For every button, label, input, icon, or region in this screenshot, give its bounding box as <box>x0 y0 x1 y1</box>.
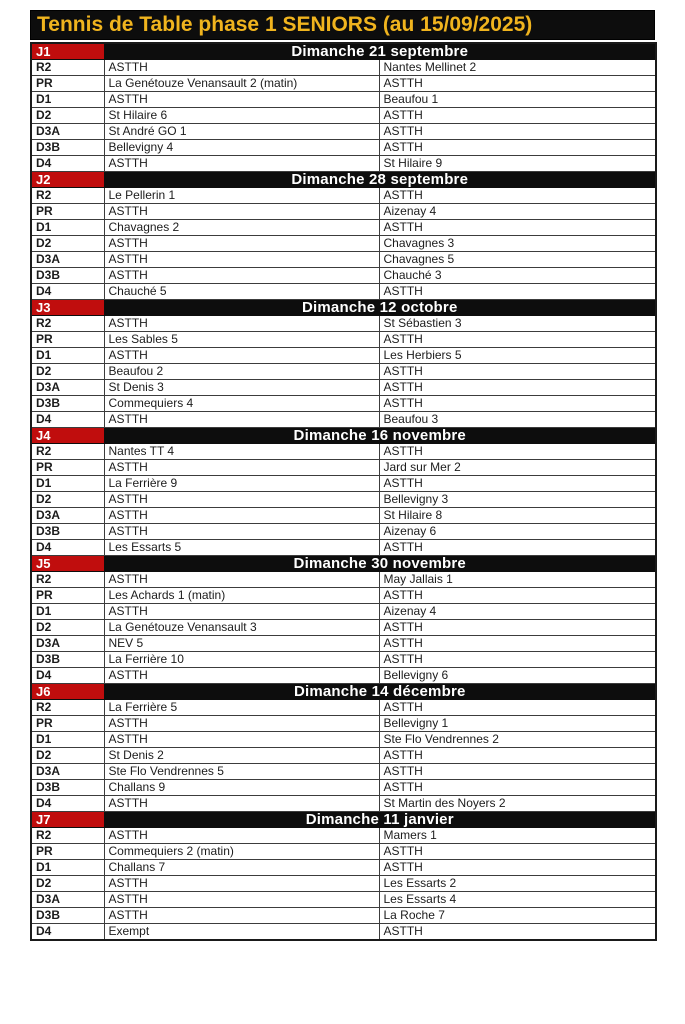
division-label: D3B <box>31 140 104 156</box>
home-team: ASTTH <box>104 572 379 588</box>
match-row <box>31 908 656 924</box>
division-label: D2 <box>31 364 104 380</box>
away-team: ASTTH <box>379 924 656 941</box>
home-team: ASTTH <box>104 668 379 684</box>
home-team: Les Sables 5 <box>104 332 379 348</box>
match-row <box>31 92 656 108</box>
home-team: Commequiers 2 (matin) <box>104 844 379 860</box>
division-label: PR <box>31 588 104 604</box>
matchday-header-row <box>31 684 656 700</box>
away-team: Nantes Mellinet 2 <box>379 60 656 76</box>
division-label: R2 <box>31 188 104 204</box>
home-team: Ste Flo Vendrennes 5 <box>104 764 379 780</box>
home-team: ASTTH <box>104 412 379 428</box>
home-team: La Genétouze Venansault 3 <box>104 620 379 636</box>
away-team: May Jallais 1 <box>379 572 656 588</box>
division-label: D4 <box>31 924 104 941</box>
division-label: D2 <box>31 748 104 764</box>
away-team: ASTTH <box>379 764 656 780</box>
division-label: D2 <box>31 108 104 124</box>
away-team: St Hilaire 8 <box>379 508 656 524</box>
match-row <box>31 892 656 908</box>
division-label: D3B <box>31 524 104 540</box>
away-team: ASTTH <box>379 188 656 204</box>
match-row <box>31 844 656 860</box>
match-row <box>31 620 656 636</box>
away-team: Bellevigny 1 <box>379 716 656 732</box>
away-team: ASTTH <box>379 588 656 604</box>
round-label: J3 <box>31 300 104 316</box>
away-team: Les Essarts 2 <box>379 876 656 892</box>
matchday-date: Dimanche 12 octobre <box>104 300 656 316</box>
round-label: J4 <box>31 428 104 444</box>
away-team: Aizenay 4 <box>379 604 656 620</box>
home-team: Le Pellerin 1 <box>104 188 379 204</box>
match-row <box>31 396 656 412</box>
division-label: D3B <box>31 908 104 924</box>
division-label: D2 <box>31 236 104 252</box>
home-team: Chauché 5 <box>104 284 379 300</box>
home-team: ASTTH <box>104 316 379 332</box>
away-team: Aizenay 6 <box>379 524 656 540</box>
round-label: J6 <box>31 684 104 700</box>
round-label: J5 <box>31 556 104 572</box>
schedule-body <box>31 43 656 940</box>
match-row <box>31 444 656 460</box>
away-team: ASTTH <box>379 332 656 348</box>
home-team: ASTTH <box>104 60 379 76</box>
home-team: St Denis 2 <box>104 748 379 764</box>
matchday-date: Dimanche 11 janvier <box>104 812 656 828</box>
home-team: ASTTH <box>104 892 379 908</box>
home-team: ASTTH <box>104 908 379 924</box>
match-row <box>31 652 656 668</box>
away-team: ASTTH <box>379 476 656 492</box>
match-row <box>31 204 656 220</box>
home-team: La Ferrière 5 <box>104 700 379 716</box>
match-row <box>31 572 656 588</box>
division-label: D1 <box>31 220 104 236</box>
home-team: ASTTH <box>104 252 379 268</box>
home-team: St André GO 1 <box>104 124 379 140</box>
away-team: ASTTH <box>379 76 656 92</box>
match-row <box>31 348 656 364</box>
matchday-header-row <box>31 300 656 316</box>
home-team: Commequiers 4 <box>104 396 379 412</box>
away-team: St Martin des Noyers 2 <box>379 796 656 812</box>
matchday-date: Dimanche 28 septembre <box>104 172 656 188</box>
home-team: Challans 7 <box>104 860 379 876</box>
match-row <box>31 860 656 876</box>
division-label: D3B <box>31 268 104 284</box>
away-team: Beaufou 3 <box>379 412 656 428</box>
home-team: ASTTH <box>104 796 379 812</box>
away-team: ASTTH <box>379 860 656 876</box>
match-row <box>31 636 656 652</box>
away-team: ASTTH <box>379 284 656 300</box>
home-team: ASTTH <box>104 876 379 892</box>
division-label: D2 <box>31 876 104 892</box>
division-label: D1 <box>31 604 104 620</box>
division-label: D3A <box>31 252 104 268</box>
schedule-table <box>30 42 657 941</box>
away-team: ASTTH <box>379 620 656 636</box>
match-row <box>31 508 656 524</box>
division-label: D4 <box>31 668 104 684</box>
away-team: Ste Flo Vendrennes 2 <box>379 732 656 748</box>
match-row <box>31 380 656 396</box>
division-label: D3B <box>31 780 104 796</box>
away-team: Chavagnes 5 <box>379 252 656 268</box>
division-label: PR <box>31 332 104 348</box>
match-row <box>31 124 656 140</box>
matchday-header-row <box>31 556 656 572</box>
matchday-date: Dimanche 30 novembre <box>104 556 656 572</box>
home-team: La Genétouze Venansault 2 (matin) <box>104 76 379 92</box>
match-row <box>31 748 656 764</box>
home-team: La Ferrière 9 <box>104 476 379 492</box>
home-team: ASTTH <box>104 348 379 364</box>
match-row <box>31 716 656 732</box>
away-team: Chavagnes 3 <box>379 236 656 252</box>
division-label: D3B <box>31 652 104 668</box>
match-row <box>31 604 656 620</box>
match-row <box>31 108 656 124</box>
division-label: D4 <box>31 284 104 300</box>
match-row <box>31 588 656 604</box>
home-team: ASTTH <box>104 236 379 252</box>
division-label: D1 <box>31 476 104 492</box>
division-label: R2 <box>31 316 104 332</box>
home-team: ASTTH <box>104 156 379 172</box>
home-team: Exempt <box>104 924 379 941</box>
home-team: Challans 9 <box>104 780 379 796</box>
division-label: R2 <box>31 444 104 460</box>
match-row <box>31 60 656 76</box>
division-label: D3B <box>31 396 104 412</box>
division-label: D3A <box>31 892 104 908</box>
home-team: St Hilaire 6 <box>104 108 379 124</box>
division-label: R2 <box>31 60 104 76</box>
round-label: J1 <box>31 43 104 60</box>
division-label: D3A <box>31 380 104 396</box>
away-team: ASTTH <box>379 396 656 412</box>
match-row <box>31 156 656 172</box>
match-row <box>31 764 656 780</box>
home-team: ASTTH <box>104 828 379 844</box>
division-label: D3A <box>31 124 104 140</box>
division-label: R2 <box>31 572 104 588</box>
match-row <box>31 268 656 284</box>
home-team: ASTTH <box>104 604 379 620</box>
away-team: St Sébastien 3 <box>379 316 656 332</box>
division-label: R2 <box>31 828 104 844</box>
match-row <box>31 236 656 252</box>
division-label: R2 <box>31 700 104 716</box>
division-label: D4 <box>31 156 104 172</box>
away-team: ASTTH <box>379 652 656 668</box>
home-team: Les Achards 1 (matin) <box>104 588 379 604</box>
division-label: D1 <box>31 732 104 748</box>
match-row <box>31 252 656 268</box>
match-row <box>31 876 656 892</box>
match-row <box>31 492 656 508</box>
home-team: ASTTH <box>104 460 379 476</box>
away-team: ASTTH <box>379 844 656 860</box>
round-label: J7 <box>31 812 104 828</box>
away-team: Chauché 3 <box>379 268 656 284</box>
home-team: ASTTH <box>104 716 379 732</box>
away-team: ASTTH <box>379 444 656 460</box>
division-label: D4 <box>31 796 104 812</box>
matchday-header-row <box>31 172 656 188</box>
division-label: D1 <box>31 92 104 108</box>
division-label: PR <box>31 204 104 220</box>
match-row <box>31 476 656 492</box>
away-team: St Hilaire 9 <box>379 156 656 172</box>
match-row <box>31 924 656 941</box>
away-team: ASTTH <box>379 780 656 796</box>
away-team: Bellevigny 6 <box>379 668 656 684</box>
matchday-date: Dimanche 16 novembre <box>104 428 656 444</box>
match-row <box>31 76 656 92</box>
matchday-header-row <box>31 43 656 60</box>
away-team: Les Essarts 4 <box>379 892 656 908</box>
home-team: ASTTH <box>104 732 379 748</box>
away-team: La Roche 7 <box>379 908 656 924</box>
division-label: PR <box>31 460 104 476</box>
away-team: ASTTH <box>379 124 656 140</box>
home-team: ASTTH <box>104 524 379 540</box>
matchday-date: Dimanche 14 décembre <box>104 684 656 700</box>
match-row <box>31 140 656 156</box>
home-team: Beaufou 2 <box>104 364 379 380</box>
division-label: D4 <box>31 540 104 556</box>
away-team: Les Herbiers 5 <box>379 348 656 364</box>
home-team: Nantes TT 4 <box>104 444 379 460</box>
home-team: ASTTH <box>104 92 379 108</box>
match-row <box>31 796 656 812</box>
division-label: D1 <box>31 860 104 876</box>
division-label: D2 <box>31 620 104 636</box>
page-title: Tennis de Table phase 1 SENIORS (au 15/09/2025) <box>30 10 655 40</box>
round-label: J2 <box>31 172 104 188</box>
away-team: ASTTH <box>379 364 656 380</box>
division-label: D4 <box>31 412 104 428</box>
division-label: D3A <box>31 636 104 652</box>
home-team: Chavagnes 2 <box>104 220 379 236</box>
match-row <box>31 188 656 204</box>
away-team: Beaufou 1 <box>379 92 656 108</box>
away-team: Jard sur Mer 2 <box>379 460 656 476</box>
home-team: Les Essarts 5 <box>104 540 379 556</box>
division-label: D3A <box>31 764 104 780</box>
match-row <box>31 700 656 716</box>
match-row <box>31 220 656 236</box>
away-team: Aizenay 4 <box>379 204 656 220</box>
away-team: Mamers 1 <box>379 828 656 844</box>
away-team: ASTTH <box>379 748 656 764</box>
away-team: ASTTH <box>379 636 656 652</box>
away-team: Bellevigny 3 <box>379 492 656 508</box>
match-row <box>31 460 656 476</box>
match-row <box>31 412 656 428</box>
away-team: ASTTH <box>379 380 656 396</box>
division-label: D3A <box>31 508 104 524</box>
match-row <box>31 668 656 684</box>
home-team: Bellevigny 4 <box>104 140 379 156</box>
home-team: ASTTH <box>104 508 379 524</box>
match-row <box>31 284 656 300</box>
division-label: PR <box>31 76 104 92</box>
home-team: La Ferrière 10 <box>104 652 379 668</box>
match-row <box>31 364 656 380</box>
match-row <box>31 732 656 748</box>
away-team: ASTTH <box>379 700 656 716</box>
home-team: ASTTH <box>104 492 379 508</box>
home-team: St Denis 3 <box>104 380 379 396</box>
division-label: PR <box>31 844 104 860</box>
division-label: D1 <box>31 348 104 364</box>
away-team: ASTTH <box>379 220 656 236</box>
match-row <box>31 316 656 332</box>
away-team: ASTTH <box>379 540 656 556</box>
away-team: ASTTH <box>379 140 656 156</box>
home-team: NEV 5 <box>104 636 379 652</box>
home-team: ASTTH <box>104 204 379 220</box>
away-team: ASTTH <box>379 108 656 124</box>
division-label: D2 <box>31 492 104 508</box>
match-row <box>31 540 656 556</box>
division-label: PR <box>31 716 104 732</box>
match-row <box>31 332 656 348</box>
matchday-header-row <box>31 428 656 444</box>
matchday-header-row <box>31 812 656 828</box>
match-row <box>31 828 656 844</box>
match-row <box>31 524 656 540</box>
matchday-date: Dimanche 21 septembre <box>104 43 656 60</box>
home-team: ASTTH <box>104 268 379 284</box>
match-row <box>31 780 656 796</box>
